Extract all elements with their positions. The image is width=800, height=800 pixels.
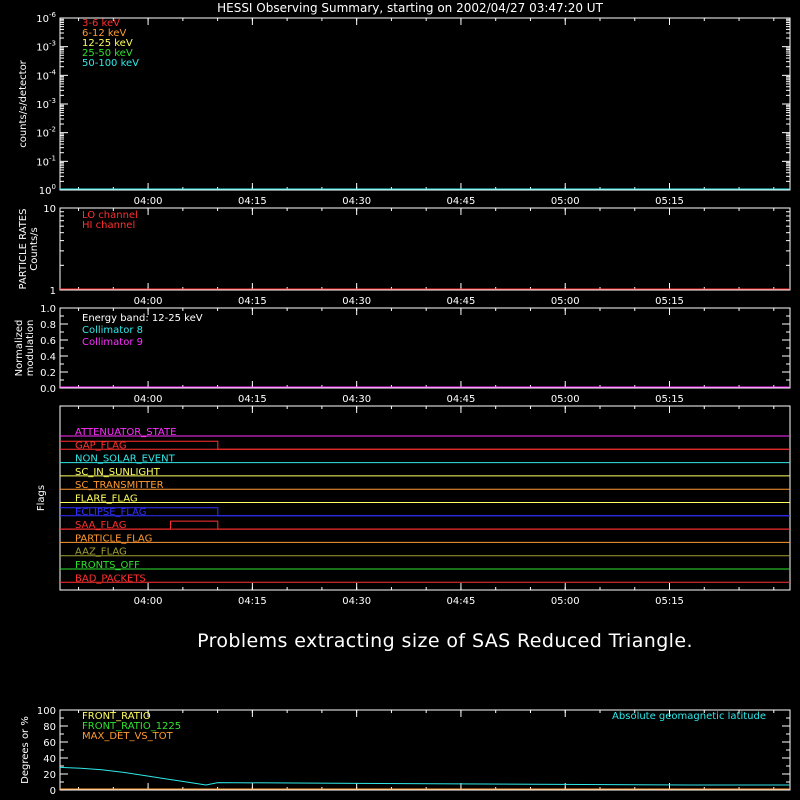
y-tick-label: 1.0 (40, 304, 56, 315)
y-tick-label: 100 (36, 706, 56, 717)
y-tick-label: $10^{-2}$ (36, 125, 56, 140)
y-axis-label: counts/s/detector (18, 60, 29, 148)
y-tick-label: 0.2 (40, 368, 56, 379)
legend-entry: LO channel (82, 210, 138, 221)
y-tick-label: $10^0$ (38, 183, 56, 197)
time-tick-label: 05:15 (655, 196, 684, 207)
time-tick-label: 05:00 (550, 596, 580, 607)
y-tick-label: 10 (43, 204, 56, 215)
legend-entry: FRONT_RATIO_1225 (82, 721, 182, 732)
legend-entry: 3-6 keV (82, 18, 120, 29)
legend-entry: FRONT_RATIO (82, 711, 151, 722)
flag-step (60, 520, 790, 532)
time-tick-label: 04:30 (342, 394, 372, 405)
legend-entry: 25-50 keV (82, 48, 133, 59)
y-axis-label: Flags (36, 484, 47, 512)
panel-frame-counts (60, 18, 790, 190)
series-line (60, 767, 790, 785)
time-tick-label: 04:15 (237, 296, 267, 307)
legend-header: Energy band: 12-25 keV (82, 313, 203, 324)
y-axis-label: Normalized (14, 319, 25, 377)
y-tick-label: 0.8 (40, 320, 56, 331)
time-tick-label: 04:15 (237, 196, 267, 207)
time-tick-label: 04:00 (133, 596, 163, 607)
y-tick-label: 60 (43, 738, 56, 749)
legend-entry: Absolute geomagnetic latitude (612, 711, 766, 722)
y-tick-label: $10^{-3}$ (36, 39, 56, 54)
flag-label: ECLIPSE_FLAG (75, 506, 147, 518)
flag-label: SC_TRANSMITTER (75, 480, 164, 492)
y-axis-label: Degrees or % (20, 716, 31, 784)
flag-label: PARTICLE_FLAG (75, 533, 153, 545)
time-tick-label: 05:00 (550, 394, 580, 405)
legend-entry: Collimator 8 (82, 325, 143, 336)
y-tick-label: 0.6 (40, 336, 56, 347)
time-tick-label: 04:00 (133, 296, 163, 307)
y-tick-label: 40 (43, 754, 56, 765)
figure-title: HESSI Observing Summary, starting on 2002/04/27 03:47:20 UT (217, 1, 603, 15)
sas-message: Problems extracting size of SAS Reduced Triangle. (197, 630, 693, 652)
y-tick-label: 0 (49, 786, 56, 797)
legend-entry: 6-12 keV (82, 28, 127, 39)
time-tick-label: 05:00 (550, 196, 580, 207)
time-tick-label: 05:15 (655, 394, 684, 405)
y-axis-label: modulation (25, 319, 36, 377)
time-tick-label: 05:15 (655, 296, 684, 307)
y-tick-label: 0.0 (40, 384, 56, 395)
time-tick-label: 04:45 (446, 296, 476, 307)
legend-entry: Collimator 9 (82, 337, 143, 348)
y-tick-label: 20 (43, 770, 56, 781)
y-axis-label: PARTICLE RATES (18, 208, 29, 290)
time-tick-label: 04:45 (446, 596, 476, 607)
y-tick-label: 0.4 (40, 352, 56, 363)
y-axis-label: Counts/s (29, 227, 40, 271)
y-tick-label: $10^{-1}$ (36, 154, 56, 169)
flag-label: NON_SOLAR_EVENT (75, 453, 175, 465)
flag-label: SAA_FLAG (75, 520, 127, 532)
flag-step (60, 440, 790, 452)
legend-entry: HI channel (82, 220, 136, 231)
y-tick-label: $10^{-4}$ (36, 68, 56, 83)
time-tick-label: 04:15 (237, 394, 267, 405)
time-tick-label: 05:15 (655, 596, 684, 607)
flag-label: FRONTS_OFF (75, 560, 140, 571)
time-tick-label: 04:15 (237, 596, 267, 607)
y-tick-label: 1 (49, 286, 56, 297)
panel-frame-particle (60, 208, 790, 290)
flag-label: ATTENUATOR_STATE (75, 427, 177, 438)
legend-entry: 12-25 keV (82, 38, 133, 49)
time-tick-label: 04:30 (342, 596, 372, 607)
flag-label: GAP_FLAG (75, 440, 127, 452)
y-tick-label: $10^{-6}$ (36, 11, 56, 25)
flag-label: AAZ_FLAG (75, 546, 127, 558)
flag-label: SC_IN_SUNLIGHT (75, 466, 160, 478)
time-tick-label: 04:00 (133, 394, 163, 405)
flag-label: FLARE_FLAG (75, 493, 138, 505)
time-tick-label: 04:00 (133, 196, 163, 207)
flag-step (60, 508, 790, 516)
time-tick-label: 04:45 (446, 394, 476, 405)
legend-entry: MAX_DET_VS_TOT (82, 731, 173, 742)
y-tick-label: 80 (43, 722, 56, 733)
time-tick-label: 05:00 (550, 296, 580, 307)
legend-entry: 50-100 keV (82, 58, 140, 69)
flag-label: BAD_PACKETS (75, 573, 146, 585)
time-tick-label: 04:45 (446, 196, 476, 207)
y-tick-label: $10^{-3}$ (36, 97, 56, 111)
time-tick-label: 04:30 (342, 196, 372, 207)
time-tick-label: 04:30 (342, 296, 372, 307)
